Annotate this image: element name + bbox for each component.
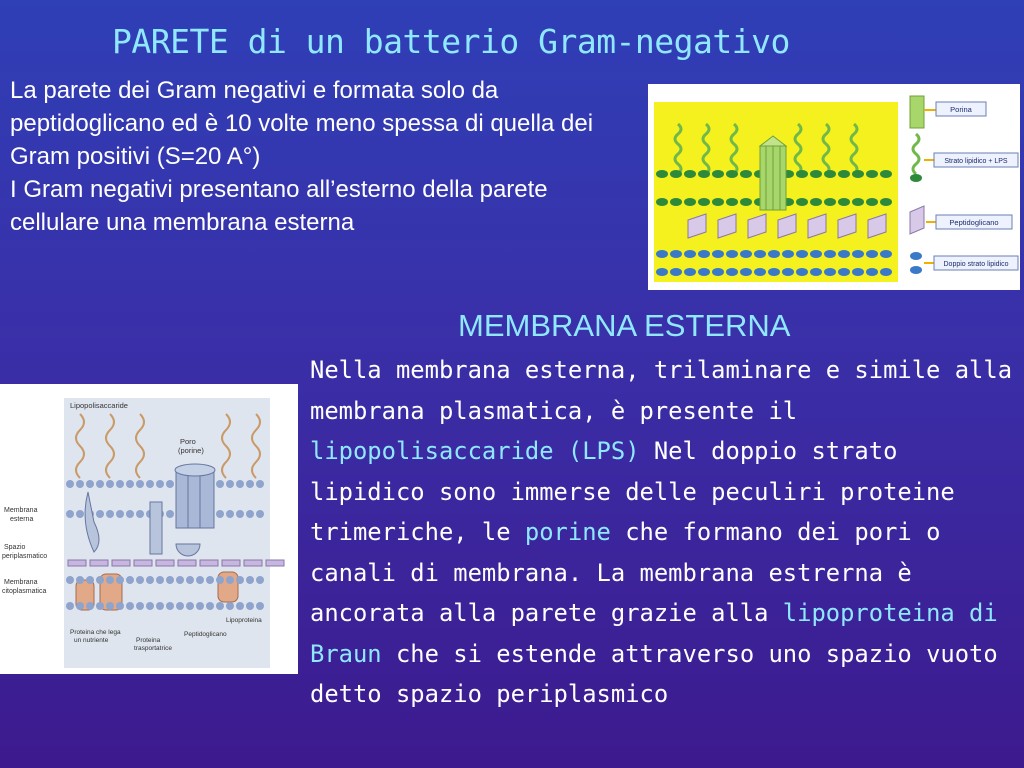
intro-paragraph-1: La parete dei Gram negativi e formata solo da peptidoglicano ed è 10 volte meno spessa di quella dei Gram positivi (S=20 A°) — [10, 77, 594, 170]
label-spazio-periplasmatico: Spazio — [4, 544, 26, 551]
intro-text — [10, 74, 630, 239]
label-proteina-trasportatrice-2: trasportatrice — [134, 645, 172, 652]
body-text-3: che formano dei pori o canali di membrana. La membrana estrerna è ancorata alla parete grazie alla — [310, 518, 941, 627]
highlight-lipoproteina-braun: lipoproteina di Braun — [310, 599, 998, 668]
label-peptidoglicano: Peptidoglicano — [184, 631, 227, 638]
label-membrana-citoplasmatica: Membrana — [4, 579, 38, 586]
highlight-lps: lipopolisaccaride (LPS) — [310, 437, 640, 465]
body-text-4: che si estende attraverso uno spazio vuoto detto spazio periplasmico — [310, 639, 998, 708]
highlight-porine: porine — [524, 518, 611, 546]
label-poro: Poro — [180, 437, 196, 446]
label-lipoproteina: Lipoproteina — [226, 617, 262, 624]
label-lipopolisaccaride: Lipopolisaccaride — [70, 401, 128, 410]
label-proteina-lega-nutriente-2: un nutriente — [74, 637, 109, 644]
label-proteina-trasportatrice: Proteina — [136, 637, 161, 644]
label-proteina-lega-nutriente: Proteina che lega — [70, 629, 121, 636]
label-membrana-citoplasmatica-2: citoplasmatica — [2, 588, 47, 595]
svg-text:Porina: Porina — [950, 105, 972, 114]
svg-text:Strato lipidico + LPS: Strato lipidico + LPS — [944, 158, 1008, 165]
section-subtitle: MEMBRANA ESTERNA — [458, 308, 791, 343]
label-spazio-periplasmatico-2: periplasmatico — [2, 553, 48, 560]
label-porine: (porine) — [178, 446, 204, 455]
outer-membrane-description — [310, 350, 1016, 715]
gram-negative-wall-diagram — [648, 84, 1020, 290]
body-text-1: Nella membrana esterna, trilaminare e simile alla membrana plasmatica, è presente il — [310, 356, 1013, 425]
outer-membrane-diagram — [0, 384, 298, 674]
label-membrana-esterna: Membrana — [4, 507, 38, 514]
porin-trimer — [175, 464, 215, 528]
intro-paragraph-2: I Gram negativi presentano all’esterno della parete cellulare una membrana esterna — [10, 176, 548, 236]
svg-text:Peptidoglicano: Peptidoglicano — [949, 218, 999, 227]
svg-text:Doppio strato lipidico: Doppio strato lipidico — [943, 261, 1009, 268]
body-text-2: Nel doppio strato lipidico sono immerse delle peculiri proteine trimeriche, le — [310, 437, 955, 546]
label-membrana-esterna-2: esterna — [10, 516, 34, 523]
page-title: PARETE di un batterio Gram-negativo — [112, 22, 790, 61]
